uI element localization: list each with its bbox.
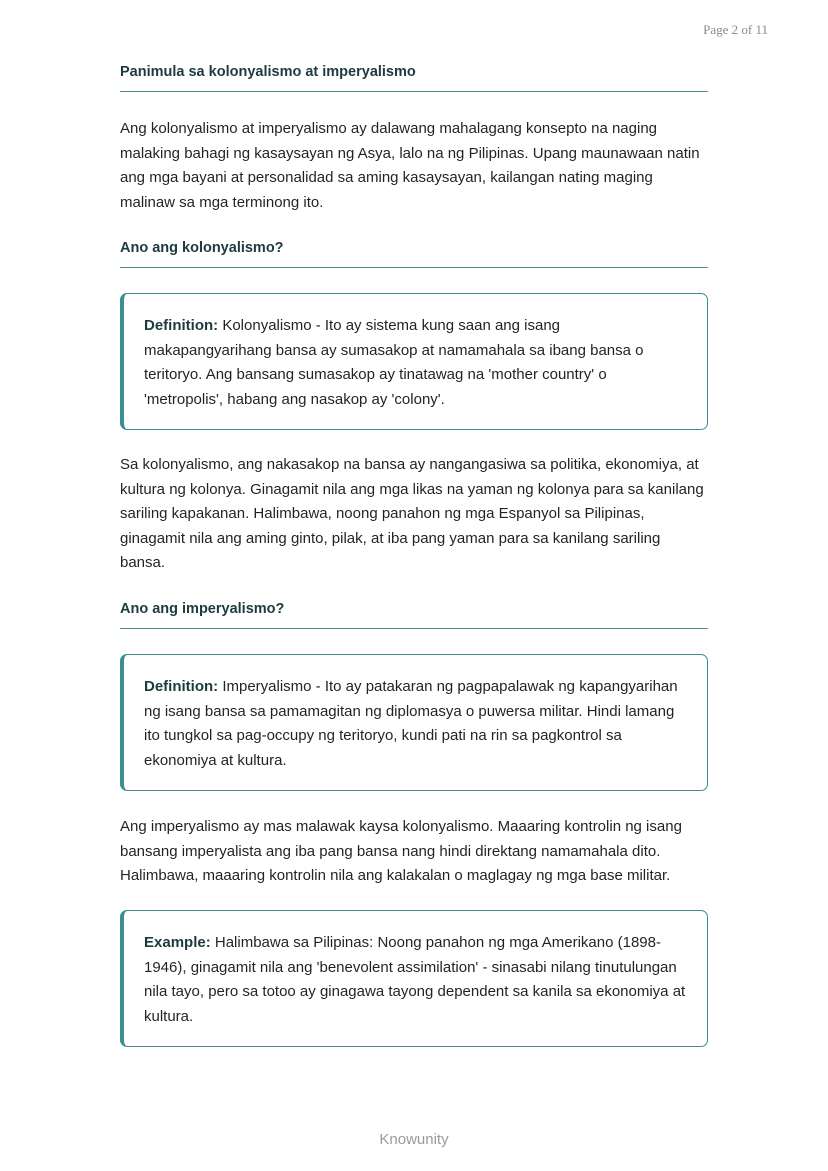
- imperialism-paragraph: Ang imperyalismo ay mas malawak kaysa kolonyalismo. Maaaring kontrolin ng isang bansang imperyalista ang iba pang bansa nang hindi direktang namamahala dito. Halimbawa, maaaring kontrolin nila ang kalakalan o maglagay ng mga base militar.: [120, 818, 682, 884]
- section-title-intro: Panimula sa kolonyalismo at imperyalismo: [120, 64, 708, 92]
- example-box: [120, 910, 708, 1047]
- intro-paragraph: Ang kolonyalismo at imperyalismo ay dalawang mahalagang konsepto na naging malaking bahagi ng kasaysayan ng Asya, lalo na ng Pilipinas. Upang maunawaan natin ang mga bayani at personalidad sa aming kasaysayan, kailangan nating maging malinaw sa mga terminong ito.: [120, 120, 700, 211]
- example-text: Halimbawa sa Pilipinas: Noong panahon ng mga Amerikano (1898-1946), ginagamit nila ang 'benevolent assimilation' - sinasabi nilang tinutulungan nila tayo, pero sa totoo ay ginagawa tayong dependent sa kanila sa ekonomiya at kultura.: [144, 934, 686, 1025]
- imperialism-definition-box: [120, 654, 708, 791]
- definition-label: Definition:: [144, 678, 219, 695]
- definition-text: Kolonyalismo - Ito ay sistema kung saan ang isang makapangyarihang bansa ay sumasakop at namamahala sa ibang bansa o teritoryo. Ang bansang sumasakop ay tinatawag na 'mother country' o 'metropolis', habang ang nasakop ay 'colony'.: [144, 317, 644, 408]
- colonialism-definition-box: [120, 293, 708, 430]
- footer-brand: Knowunity: [379, 1131, 449, 1148]
- example-label: Example:: [144, 934, 211, 951]
- definition-text: Imperyalismo - Ito ay patakaran ng pagpapalawak ng kapangyarihan ng isang bansa sa pamamagitan ng diplomasya o puwersa militar. Hindi lamang ito tungkol sa pag-occupy ng teritoryo, kundi pati na rin sa pagkontrol sa ekonomiya at kultura.: [144, 678, 678, 769]
- page-number: Page 2 of 11: [703, 22, 768, 37]
- colonialism-paragraph: Sa kolonyalismo, ang nakasakop na bansa ay nangangasiwa sa politika, ekonomiya, at kultura ng kolonya. Ginagamit nila ang mga likas na yaman ng kolonya para sa kanilang sariling kapakanan. Halimbawa, noong panahon ng mga Espanyol sa Pilipinas, ginagamit nila ang aming ginto, pilak, at iba pang yaman para sa kanilang sariling bansa.: [120, 456, 704, 571]
- definition-label: Definition:: [144, 317, 219, 334]
- section-title-colonialism: Ano ang kolonyalismo?: [120, 240, 708, 268]
- section-title-imperialism: Ano ang imperyalismo?: [120, 601, 708, 629]
